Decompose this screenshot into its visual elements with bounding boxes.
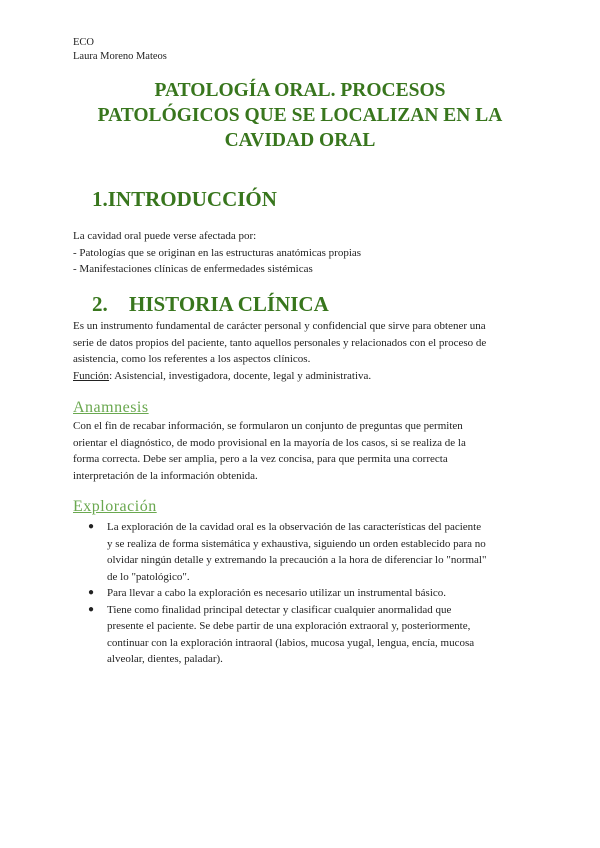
bullet-icon: ●	[88, 587, 95, 598]
section-1-body	[73, 228, 533, 278]
list-item-line: alveolar, dientes, paladar).	[107, 653, 223, 665]
anamnesis-line: Con el fin de recabar información, se formularon un conjunto de preguntas que permiten	[73, 420, 463, 432]
anamnesis-line: forma correcta. Debe ser amplia, pero a la vez concisa, para que permita una correcta	[73, 453, 448, 465]
list-item	[73, 585, 533, 602]
list-item-line: La exploración de la cavidad oral es la observación de las características del paciente	[107, 521, 482, 533]
section-1-title: INTRODUCCIÓN	[107, 187, 277, 211]
header-course: ECO	[73, 37, 94, 48]
section-2-line: asistencia, como los referentes a los aspectos clínicos.	[73, 353, 311, 365]
section-2-line: serie de datos propios del paciente, tanto aquellos personales y relacionados con el proceso de	[73, 336, 487, 349]
document-title	[60, 78, 540, 153]
exploracion-list	[73, 519, 533, 668]
header-author: Laura Moreno Mateos	[73, 51, 167, 62]
section-2-body	[73, 318, 533, 384]
list-item-line: de lo "patológico".	[107, 570, 190, 583]
title-line-1: PATOLOGÍA ORAL. PROCESOS	[154, 80, 446, 101]
list-item	[73, 519, 533, 585]
list-item	[73, 602, 533, 668]
section-1-heading	[92, 186, 277, 212]
section-2-heading	[92, 291, 329, 317]
title-line-2: PATOLÓGICOS QUE SE LOCALIZAN EN LA	[97, 105, 503, 126]
list-item-line: y se realiza de forma sistemática y exhaustiva, siguiendo un orden establecido para no	[107, 537, 486, 550]
funcion-line	[73, 368, 533, 385]
list-item-line: Para llevar a cabo la exploración es necesario utilizar un instrumental básico.	[107, 587, 447, 599]
funcion-text: : Asistencial, investigadora, docente, legal y administrativa.	[109, 369, 372, 382]
page-header	[73, 36, 167, 64]
section-1-line: La cavidad oral puede verse afectada por:	[73, 230, 257, 242]
anamnesis-body	[73, 418, 533, 484]
title-line-3: CAVIDAD ORAL	[224, 130, 376, 151]
bullet-icon: ●	[88, 603, 95, 615]
section-1-number: 1.	[92, 187, 108, 211]
exploracion-heading: Exploración	[73, 498, 157, 515]
section-1-line: - Manifestaciones clínicas de enfermedades sistémicas	[73, 263, 313, 275]
anamnesis-line: interpretación de la información obtenida.	[73, 469, 258, 482]
anamnesis-heading: Anamnesis	[73, 399, 149, 416]
funcion-label: Función	[73, 369, 110, 382]
section-2-title: HISTORIA CLÍNICA	[129, 292, 329, 316]
list-item-line: olvidar ningún detalle y extremando la precaución a la hora de diferenciar lo "normal"	[107, 554, 487, 566]
list-item-line: Tiene como finalidad principal detectar y clasificar cualquier anormalidad que	[107, 603, 452, 616]
section-2-number: 2.	[92, 292, 108, 316]
anamnesis-line: orientar el diagnóstico, de modo provisional en la mayoría de los casos, si se realiza de la	[73, 436, 466, 449]
list-item-line: presente el paciente. Se debe partir de una exploración extraoral y, posteriormente,	[107, 620, 471, 632]
bullet-icon: ●	[88, 521, 95, 532]
section-1-line: - Patologías que se originan en las estructuras anatómicas propias	[73, 246, 362, 259]
section-2-line: Es un instrumento fundamental de carácter personal y confidencial que sirve para obtener una	[73, 320, 486, 332]
list-item-line: continuar con la exploración intraoral (labios, mucosa yugal, lengua, encía, mucosa	[107, 636, 475, 649]
